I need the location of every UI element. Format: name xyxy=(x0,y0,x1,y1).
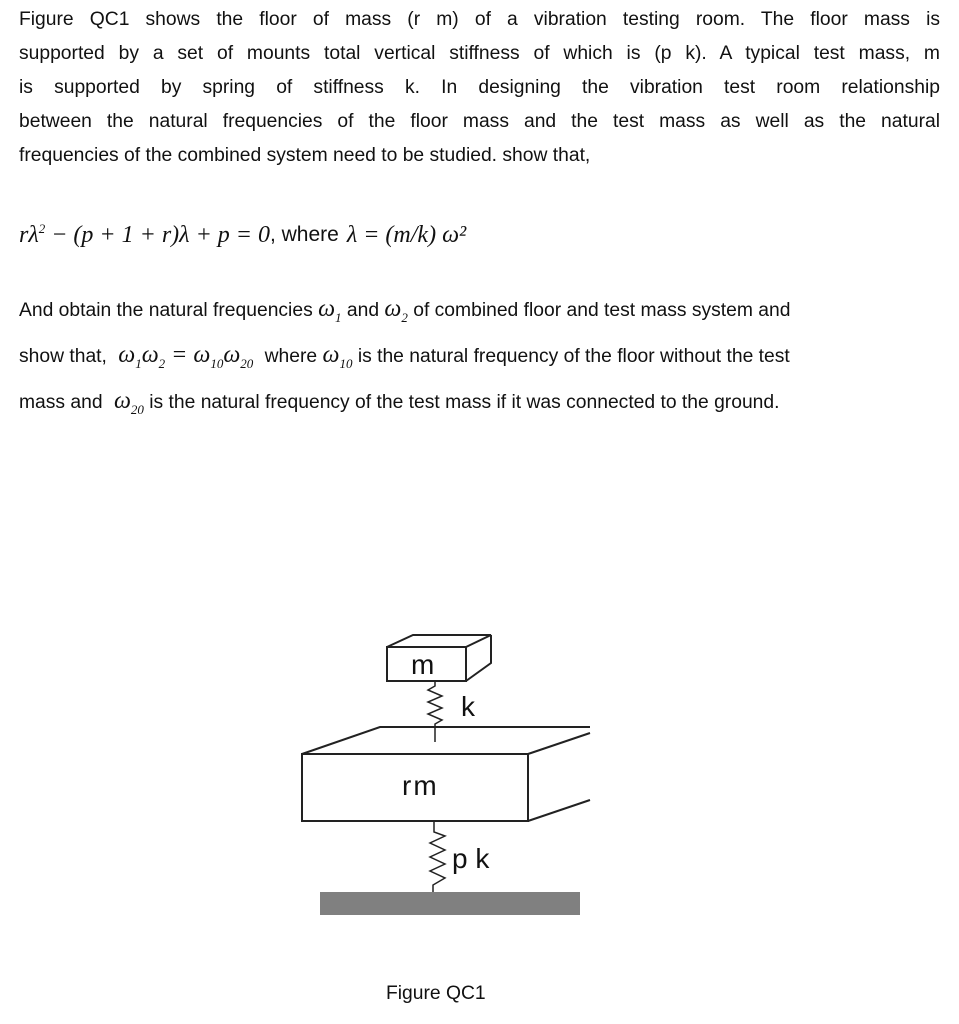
spring-k-label: k xyxy=(461,691,475,722)
ground xyxy=(320,892,580,915)
task-text: is the natural frequency of the floor without the test xyxy=(357,346,790,367)
task-text: where xyxy=(264,346,318,367)
equation-where: , where xyxy=(269,223,339,246)
omega-20: $\omega_{20}$ xyxy=(107,388,144,417)
floor-mass-label: rm xyxy=(402,770,439,801)
test-mass-box xyxy=(387,635,491,681)
intro-line: supported by a set of mounts total vertical stiffness of which is (p k). A typical test mass, m xyxy=(19,43,940,64)
test-mass-label: m xyxy=(411,649,435,680)
spring-k xyxy=(428,681,442,742)
omega-1: $\omega_1$ xyxy=(318,296,342,325)
floor-mass-box xyxy=(302,727,590,821)
spring-pk xyxy=(430,821,445,892)
task-text: mass and xyxy=(19,392,103,413)
intro-line: Figure QC1 shows the floor of mass (r m) of a vibration testing room. The floor mass is xyxy=(19,9,940,30)
equation-lhs: $r\lambda^2 - (p + 1 + r)\lambda + p = 0$ xyxy=(19,221,270,248)
task-text: and xyxy=(346,300,380,321)
intro-line: frequencies of the combined system need to be studied. show that, xyxy=(19,145,591,166)
omega-2: $\omega_2$ xyxy=(384,296,408,325)
product-equation: $\omega_1\omega_2 = \omega_{10}\omega_{20}$ xyxy=(112,342,254,371)
task-text: of combined floor and test mass system and xyxy=(413,300,791,321)
mount-label: p k xyxy=(452,843,490,874)
intro-line: is supported by spring of stiffness k. In designing the vibration test room relationship xyxy=(19,77,940,98)
equation-rhs: λ = (m/k) ω² xyxy=(346,221,467,248)
task-text: And obtain the natural frequencies xyxy=(19,300,313,321)
intro-line: between the natural frequencies of the floor mass and the test mass as well as the natural xyxy=(19,111,940,132)
figure-caption: Figure QC1 xyxy=(386,983,486,1004)
task-text: show that, xyxy=(19,346,107,367)
task-text: is the natural frequency of the test mass if it was connected to the ground. xyxy=(149,392,780,413)
omega-10: $\omega_{10}$ xyxy=(322,342,353,371)
